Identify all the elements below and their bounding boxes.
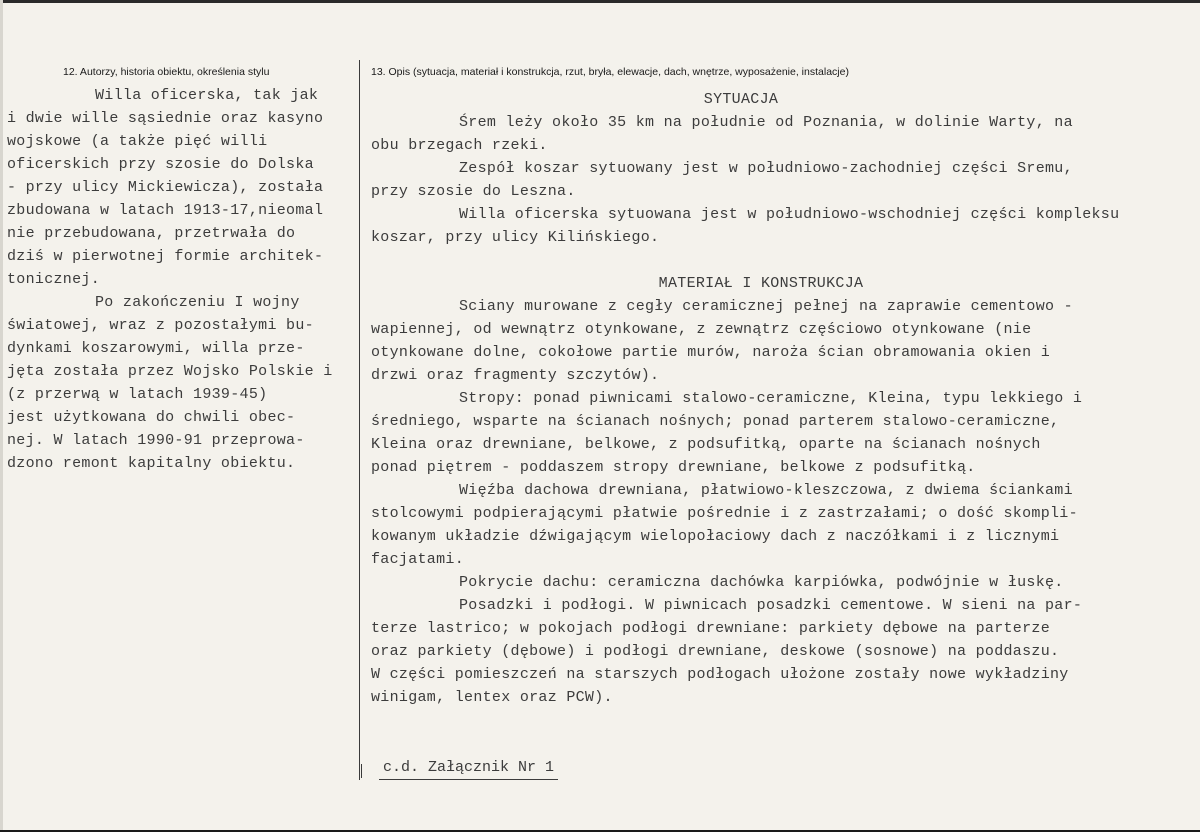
right-line: obu brzegach rzeki.: [371, 137, 548, 154]
left-line: i dwie wille sąsiednie oraz kasyno: [7, 110, 324, 127]
left-line: dziś w pierwotnej formie architek-: [7, 248, 324, 265]
left-line: tonicznej.: [7, 271, 101, 288]
section-heading-material: MATERIAŁ I KONSTRUKCJA: [658, 275, 864, 292]
left-line: światowej, wraz z pozostałymi bu-: [7, 317, 314, 334]
right-line: W części pomieszczeń na starszych podłogach ułożone zostały nowe wykładziny: [371, 666, 1069, 683]
right-line: oraz parkiety (dębowe) i podłogi drewniane, deskowe (sosnowe) na poddaszu.: [371, 643, 1060, 660]
left-column-text: [7, 84, 357, 475]
left-line: wojskowe (a także pięć willi: [7, 133, 268, 150]
left-column-header: 12. Autorzy, historia obiektu, określenia stylu: [63, 66, 270, 78]
right-line: facjatami.: [371, 551, 465, 568]
right-line: Kleina oraz drewniane, belkowe, z podsufitką, oparte na ścianach nośnych: [371, 436, 1041, 453]
left-line: jęta została przez Wojsko Polskie i: [7, 363, 333, 380]
left-line: - przy ulicy Mickiewicza), została: [7, 179, 324, 196]
right-line: winigam, lentex oraz PCW).: [371, 689, 613, 706]
left-line: Willa oficerska, tak jak: [95, 87, 319, 104]
left-line: dynkami koszarowymi, willa prze-: [7, 340, 305, 357]
right-line: Sciany murowane z cegły ceramicznej pełnej na zaprawie cementowo -: [459, 298, 1073, 315]
top-edge: [3, 0, 1200, 3]
right-line: Posadzki i podłogi. W piwnicach posadzki cementowe. W sieni na par-: [459, 597, 1083, 614]
right-line: koszar, przy ulicy Kilińskiego.: [371, 229, 660, 246]
right-line: Stropy: ponad piwnicami stalowo-ceramiczne, Kleina, typu lekkiego i: [459, 390, 1083, 407]
right-line: ponad piętrem - poddaszem stropy drewniane, belkowe z podsufitką.: [371, 459, 976, 476]
left-line: (z przerwą w latach 1939-45): [7, 386, 268, 403]
right-line: drzwi oraz fragmenty szczytów).: [371, 367, 660, 384]
section-heading-sytuacja: SYTUACJA: [703, 91, 779, 108]
left-line: oficerskich przy szosie do Dolska: [7, 156, 314, 173]
left-line: zbudowana w latach 1913-17,nieomal: [7, 202, 324, 219]
right-line: terze lastrico; w pokojach podłogi drewniane: parkiety dębowe na parterze: [371, 620, 1051, 637]
right-line: kowanym układzie dźwigającym wielopołaciowy dach z naczółkami i z licznymi: [371, 528, 1060, 545]
right-line: wapiennej, od wewnątrz otynkowane, z zewnątrz częściowo otynkowane (nie: [371, 321, 1032, 338]
right-line: przy szosie do Leszna.: [371, 183, 576, 200]
left-line: dzono remont kapitalny obiektu.: [7, 455, 296, 472]
right-line: średniego, wsparte na ścianach nośnych; ponad parterem stalowo-ceramiczne,: [371, 413, 1060, 430]
right-line: Zespół koszar sytuowany jest w południowo-zachodniej części Sremu,: [459, 160, 1073, 177]
footer-divider: [361, 764, 362, 778]
left-line: jest użytkowana do chwili obec-: [7, 409, 296, 426]
footer-continuation: c.d. Załącznik Nr 1: [379, 757, 558, 780]
right-column-header: 13. Opis (sytuacja, materiał i konstrukcja, rzut, bryła, elewacje, dach, wnętrze, wyposażenie, instalacje): [371, 66, 849, 78]
right-line: Willa oficerska sytuowana jest w południowo-wschodniej części kompleksu: [459, 206, 1120, 223]
right-line: stolcowymi podpierającymi płatwie pośrednie i z zastrzałami; o dość skompli-: [371, 505, 1078, 522]
left-line: nie przebudowana, przetrwała do: [7, 225, 296, 242]
left-line: nej. W latach 1990-91 przeprowa-: [7, 432, 305, 449]
right-column-text: [371, 88, 1191, 709]
column-divider: [359, 60, 360, 780]
right-line: Śrem leży około 35 km na południe od Poznania, w dolinie Warty, na: [459, 114, 1073, 131]
right-line: Więźba dachowa drewniana, płatwiowo-kleszczowa, z dwiema ściankami: [459, 482, 1073, 499]
left-line: Po zakończeniu I wojny: [95, 294, 300, 311]
right-line: Pokrycie dachu: ceramiczna dachówka karpiówka, podwójnie w łuskę.: [459, 574, 1064, 591]
right-line: otynkowane dolne, cokołowe partie murów, naroża ścian obramowania okien i: [371, 344, 1051, 361]
blank-line: [371, 249, 1191, 272]
